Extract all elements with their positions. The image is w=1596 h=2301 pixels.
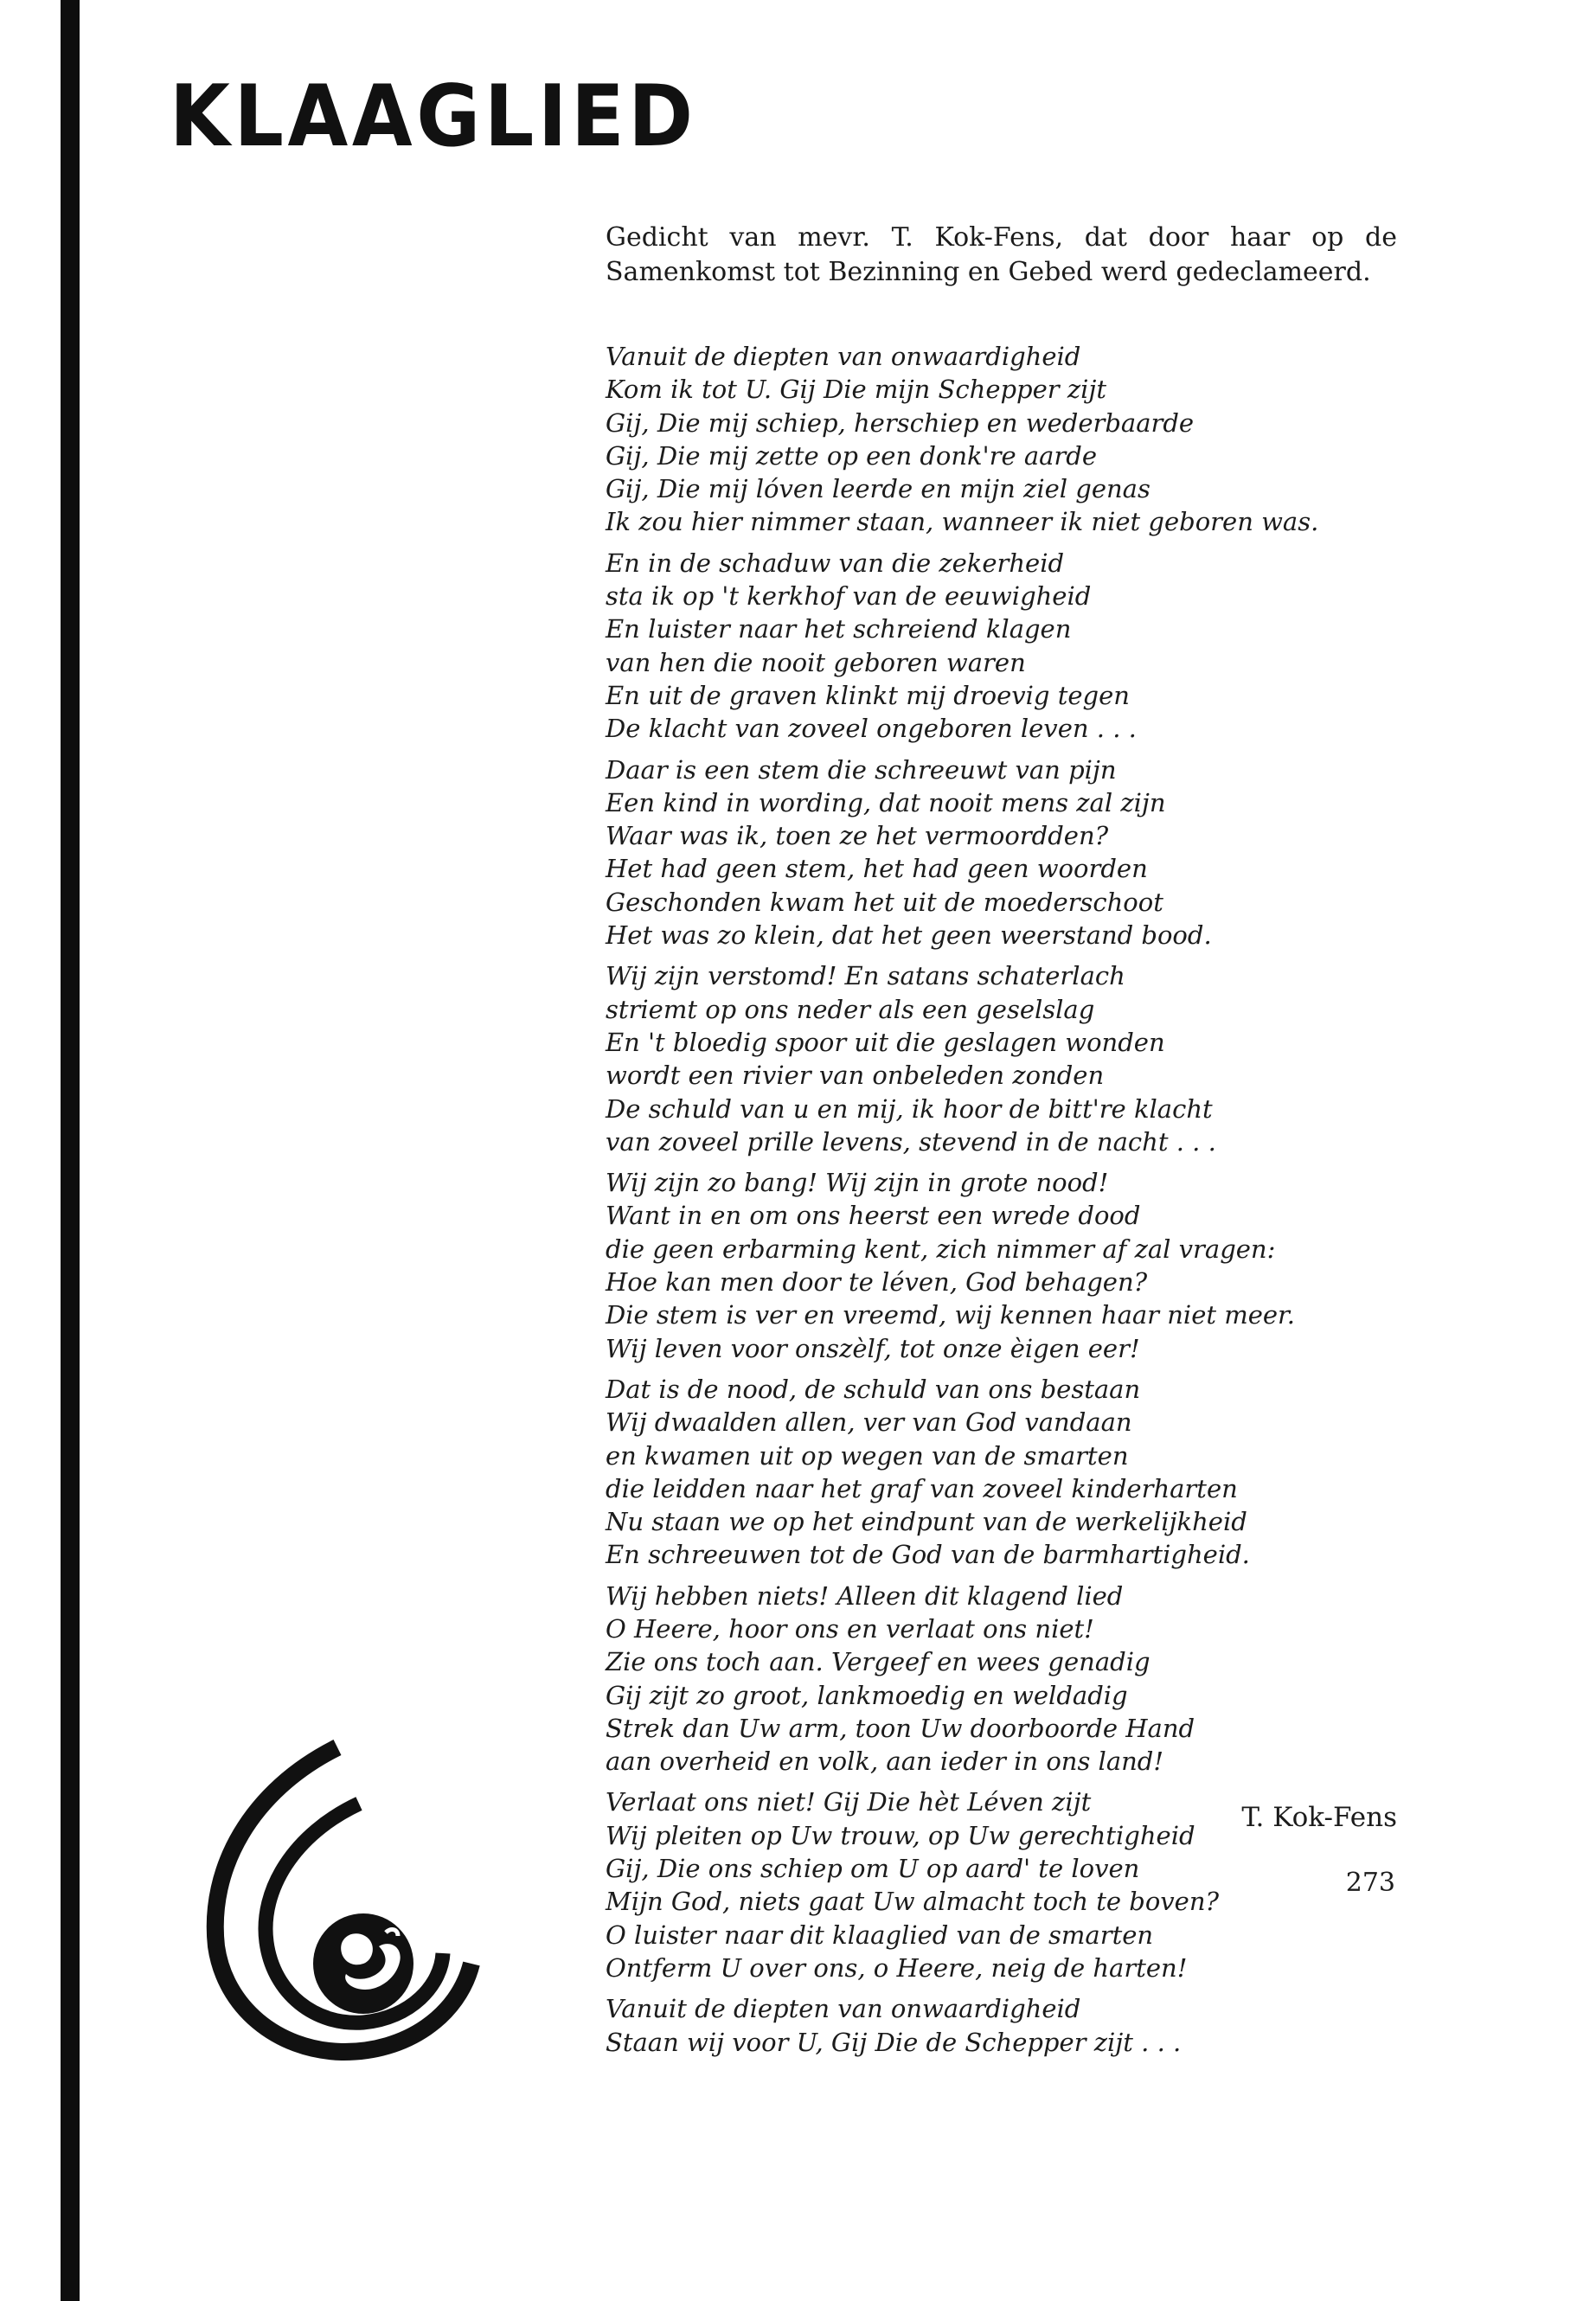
poem-line: Mijn God, niets gaat Uw almacht toch te boven?	[606, 1887, 1220, 1917]
poem-line: Want in en om ons heerst een wrede dood	[606, 1201, 1141, 1231]
poem-line: Wij pleiten op Uw trouw, op Uw gerechtigheid	[606, 1820, 1195, 1850]
poem-line: O luister naar dit klaaglied van de smarten	[606, 1920, 1154, 1950]
poem-line: Gij, Die mij schiep, herschiep en wederbaarde	[606, 407, 1195, 438]
poem-line: En schreeuwen tot de God van de barmhartigheid.	[606, 1540, 1250, 1570]
poem-stanza	[606, 340, 1410, 539]
poem-stanza	[606, 753, 1410, 952]
poem-line: Gij, Die mij zette op een donk're aarde	[606, 440, 1098, 471]
spiral-fetus-emblem-icon	[199, 1730, 493, 2076]
poem-line: aan overheid en volk, aan ieder in ons land!	[606, 1747, 1164, 1777]
poem-line: Nu staan we op het eindpunt van de werkelijkheid	[606, 1507, 1247, 1537]
signature: T. Kok-Fens	[1241, 1802, 1397, 1833]
poem-line: Die stem is ver en vreemd, wij kennen haar niet meer.	[606, 1300, 1295, 1330]
poem-line: En uit de graven klinkt mij droevig tegen	[606, 680, 1130, 710]
page-title: KLAAGLIED	[170, 67, 697, 166]
poem-line: wordt een rivier van onbeleden zonden	[606, 1061, 1105, 1091]
poem-line: Wij zijn verstomd! En satans schaterlach	[606, 961, 1125, 991]
poem-line: van hen die nooit geboren waren	[606, 647, 1026, 677]
poem-line: O Heere, hoor ons en verlaat ons niet!	[606, 1613, 1094, 1644]
poem-stanza	[606, 1373, 1410, 1572]
poem-line: Geschonden kwam het uit de moederschoot	[606, 887, 1163, 917]
poem-line: En 't bloedig spoor uit die geslagen wonden	[606, 1027, 1165, 1057]
poem-line: Wij dwaalden allen, ver van God vandaan	[606, 1407, 1132, 1438]
poem-line: Staan wij voor U, Gij Die de Schepper zijt . . .	[606, 2027, 1182, 2057]
poem-stanza	[606, 1580, 1410, 1779]
poem-line: en kwamen uit op wegen van de smarten	[606, 1440, 1129, 1471]
poem-stanza	[606, 959, 1410, 1158]
poem-line: sta ik op 't kerkhof van de eeuwigheid	[606, 581, 1092, 612]
poem-line: Ik zou hier nimmer staan, wanneer ik niet geboren was.	[606, 507, 1319, 537]
poem-stanza	[606, 1992, 1410, 2059]
poem-line: die geen erbarming kent, zich nimmer af zal vragen:	[606, 1234, 1276, 1264]
poem-line: De schuld van u en mij, ik hoor de bitt're klacht	[606, 1093, 1213, 1124]
poem-line: Gij, Die mij lóven leerde en mijn ziel genas	[606, 474, 1151, 504]
poem-stanza	[606, 1166, 1410, 1365]
left-margin-bar	[61, 0, 80, 2301]
poem-line: Het had geen stem, het had geen woorden	[606, 854, 1148, 884]
poem-line: Verlaat ons niet! Gij Die hèt Léven zijt	[606, 1787, 1092, 1817]
poem-line: Vanuit de diepten van onwaardigheid	[606, 342, 1081, 371]
poem-line: Vanuit de diepten van onwaardigheid	[606, 1994, 1081, 2024]
poem-line: Kom ik tot U. Gij Die mijn Schepper zijt	[606, 375, 1107, 405]
poem-stanza	[606, 547, 1410, 746]
poem-line: die leidden naar het graf van zoveel kinderharten	[606, 1473, 1238, 1503]
poem-line: De klacht van zoveel ongeboren leven . . .	[606, 714, 1137, 744]
poem-line: En in de schaduw van die zekerheid	[606, 548, 1065, 578]
page-number: 273	[1345, 1868, 1395, 1898]
poem-line: En luister naar het schreiend klagen	[606, 614, 1072, 644]
poem-line: van zoveel prille levens, stevend in de nacht . . .	[606, 1126, 1216, 1157]
poem-line: striemt op ons neder als een geselslag	[606, 994, 1095, 1024]
poem-line: Wij leven voor onszèlf, tot onze èigen eer!	[606, 1333, 1140, 1363]
poem-line: Gij zijt zo groot, lankmoedig en weldadig	[606, 1680, 1128, 1710]
poem-line: Wij zijn zo bang! Wij zijn in grote nood!	[606, 1168, 1109, 1198]
poem-line: Het was zo klein, dat het geen weerstand bood.	[606, 920, 1212, 951]
poem-line: Waar was ik, toen ze het vermoordden?	[606, 821, 1109, 851]
poem-line: Hoe kan men door te léven, God behagen?	[606, 1267, 1148, 1298]
poem-line: Zie ons toch aan. Vergeef en wees genadig	[606, 1647, 1151, 1677]
poem-line: Gij, Die ons schiep om U op aard' te loven	[606, 1854, 1140, 1884]
poem-line: Wij hebben niets! Alleen dit klagend lied	[606, 1580, 1124, 1611]
poem-line: Een kind in wording, dat nooit mens zal zijn	[606, 787, 1166, 817]
poem-line: Daar is een stem die schreeuwt van pijn	[606, 754, 1117, 785]
poem-line: Dat is de nood, de schuld van ons bestaan	[606, 1374, 1141, 1404]
poem-line: Ontferm U over ons, o Heere, neig de harten!	[606, 1952, 1188, 1983]
poem-line: Strek dan Uw arm, toon Uw doorboorde Hand	[606, 1713, 1195, 1743]
intro-paragraph: Gedicht van mevr. T. Kok-Fens, dat door haar op de Samenkomst tot Bezinning en Gebed werd gedeclameerd.	[606, 222, 1397, 287]
